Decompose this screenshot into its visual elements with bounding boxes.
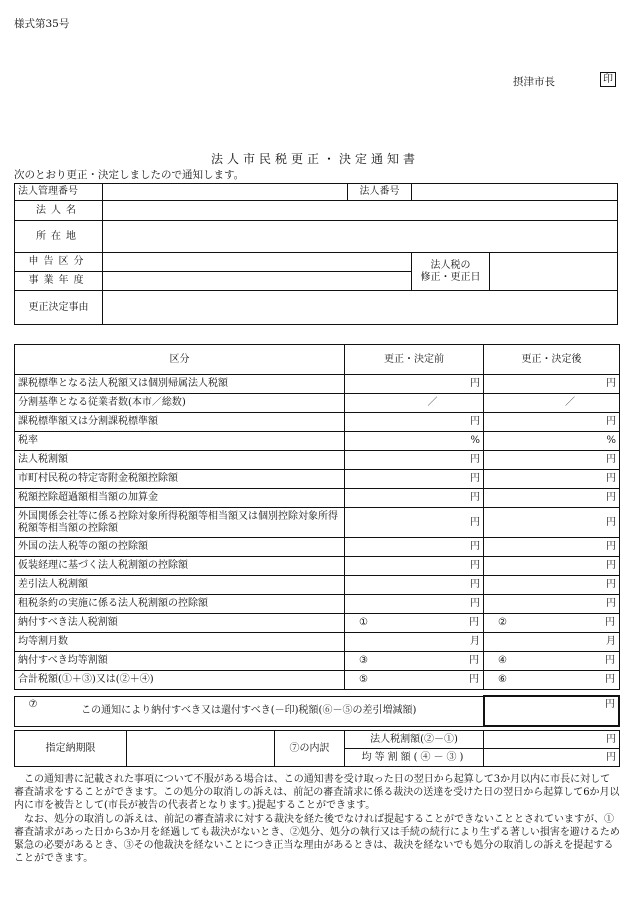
col-before-header: 更正・決定前 [345, 345, 484, 375]
row-before-mark: ⑤ [359, 674, 368, 685]
row-label: 納付すべき均等割額 [15, 652, 345, 671]
note-paragraph-2: なお、処分の取消しの訴えは、前記の審査請求に対する裁決を経た後でなければ提起することができないこととされていますが、①審査請求があった日から3か月を経過しても裁決がないとき、②処分、処分の執行又は手続の続行により生ずる著しい損害を避けるため緊急の必要があるとき、③その他裁決を経ないことにつき正当な理由があるときは、裁決を経ないでも処分の取消しの訴えを提起することができます。 [14, 813, 620, 865]
table-row [15, 489, 620, 508]
filing-type-label: 申告区分 [15, 253, 103, 272]
row-after-cell: 円 [484, 470, 620, 489]
row-before-cell [345, 652, 484, 671]
row-before-cell [345, 671, 484, 690]
row-after-cell: 円 [484, 538, 620, 557]
table-row [15, 614, 620, 633]
notes-section [14, 773, 620, 865]
row-label: 租税条約の実施に係る法人税割額の控除額 [15, 595, 345, 614]
deadline-value [127, 731, 275, 767]
notice-label: この通知により納付すべき又は還付すべき(－印)税額(⑥－⑤の差引増減額) [15, 696, 484, 726]
breakdown-item-1: 法人税割額(②－①) [345, 731, 484, 749]
row-label: 差引法人税割額 [15, 576, 345, 595]
breakdown-unit-2: 円 [484, 749, 620, 767]
deadline-table [14, 730, 620, 767]
row-label: 課税標準となる法人税額又は個別帰属法人税額 [15, 375, 345, 394]
row-before-unit: 円 [469, 655, 479, 666]
correction-date-value [490, 253, 618, 291]
row-before-cell [345, 614, 484, 633]
row-after-cell [484, 614, 620, 633]
row-before-cell: 円 [345, 470, 484, 489]
row-label: 税率 [15, 432, 345, 451]
table-row [15, 576, 620, 595]
row-after-cell: 月 [484, 633, 620, 652]
tax-calculation-table [14, 344, 620, 690]
row-before-cell: 円 [345, 508, 484, 538]
row-label: 外国関係会社等に係る控除対象所得税額等相当額又は個別控除対象所得税額等相当額の控除額 [15, 508, 345, 538]
mgmt-no-value [103, 184, 348, 201]
row-before-cell: 円 [345, 576, 484, 595]
row-after-mark: ② [498, 617, 507, 628]
table-row [15, 375, 620, 394]
table-row [15, 633, 620, 652]
row-before-unit: 円 [469, 674, 479, 685]
table-row [15, 508, 620, 538]
row-after-cell: ／ [484, 394, 620, 413]
corporate-info-table [14, 183, 618, 325]
row-after-cell: 円 [484, 489, 620, 508]
row-before-cell: 円 [345, 413, 484, 432]
mayor-label: 摂津市長 [513, 76, 555, 88]
corp-name-label: 法人名 [15, 201, 103, 221]
table-row [15, 671, 620, 690]
corp-no-label: 法人番号 [348, 184, 412, 201]
seal-stamp: 印 [600, 72, 616, 87]
row-before-cell: 円 [345, 375, 484, 394]
row-label: 分割基準となる従業者数(本市／総数) [15, 394, 345, 413]
row-label: 仮装経理に基づく法人税割額の控除額 [15, 557, 345, 576]
table-row [15, 413, 620, 432]
address-value [103, 221, 618, 253]
col-after-header: 更正・決定後 [484, 345, 620, 375]
row-before-cell: % [345, 432, 484, 451]
row-after-unit: 円 [605, 674, 615, 685]
table-row [15, 538, 620, 557]
row-after-cell: 円 [484, 595, 620, 614]
row-after-cell: % [484, 432, 620, 451]
row-after-cell: 円 [484, 508, 620, 538]
deadline-label: 指定納期限 [15, 731, 127, 767]
row-before-cell: 円 [345, 538, 484, 557]
fiscal-year-value [103, 272, 412, 291]
table-row [15, 652, 620, 671]
table-row [15, 557, 620, 576]
row-before-cell: 月 [345, 633, 484, 652]
table-row [15, 394, 620, 413]
row-before-mark: ① [359, 617, 368, 628]
correction-date-line2: 修正・更正日 [420, 271, 481, 283]
row-label: 均等割月数 [15, 633, 345, 652]
correction-date-label [412, 253, 490, 291]
table-row [15, 432, 620, 451]
table-row [15, 595, 620, 614]
note-paragraph-1: この通知書に記載された事項について不服がある場合は、この通知書を受け取った日の翌日から起算して3か月以内に市長に対して審査請求をすることができます。この処分の取消しの訴えは、前記の審査請求に係る裁決の送達を受けた日の翌日から起算して6か月以内に市を被告として(市長が被告の代表者となります。)提起することができます。 [14, 774, 620, 812]
col-category-header: 区分 [15, 345, 345, 375]
intro-text: 次のとおり更正・決定しましたので通知します。 [14, 169, 245, 181]
table-row [15, 470, 620, 489]
row-label: 税額控除超過額相当額の加算金 [15, 489, 345, 508]
row-after-cell [484, 652, 620, 671]
corp-no-value [412, 184, 618, 201]
reason-label: 更正決定事由 [15, 291, 103, 325]
fiscal-year-label: 事業年度 [15, 272, 103, 291]
row-before-cell: ／ [345, 394, 484, 413]
form-number: 様式第35号 [14, 18, 70, 30]
row-after-cell [484, 671, 620, 690]
row-label: 法人税割額 [15, 451, 345, 470]
row-before-cell: 円 [345, 557, 484, 576]
table-row [15, 451, 620, 470]
reason-value [103, 291, 618, 325]
address-label: 所在地 [15, 221, 103, 253]
row-after-unit: 円 [605, 617, 615, 628]
breakdown-unit-1: 円 [484, 731, 620, 749]
row-after-mark: ⑥ [498, 674, 507, 685]
row-after-mark: ④ [498, 655, 507, 666]
row-after-unit: 円 [605, 655, 615, 666]
notice-mark: ⑦ [28, 699, 38, 710]
filing-type-value [103, 253, 412, 272]
row-before-unit: 円 [469, 617, 479, 628]
row-label: 外国の法人税等の額の控除額 [15, 538, 345, 557]
notice-unit: 円 [605, 699, 615, 710]
row-label: 合計税額(①＋③)又は(②＋④) [15, 671, 345, 690]
corp-name-value [103, 201, 618, 221]
row-label: 納付すべき法人税割額 [15, 614, 345, 633]
row-after-cell: 円 [484, 576, 620, 595]
row-before-mark: ③ [359, 655, 368, 666]
row-label: 課税標準額又は分割課税標準額 [15, 413, 345, 432]
breakdown-label: ⑦の内訳 [275, 731, 345, 767]
row-label: 市町村民税の特定寄附金税額控除額 [15, 470, 345, 489]
row-after-cell: 円 [484, 557, 620, 576]
row-before-cell: 円 [345, 489, 484, 508]
row-before-cell: 円 [345, 595, 484, 614]
breakdown-item-2: 均等割額(④－③) [345, 749, 484, 767]
row-after-cell: 円 [484, 413, 620, 432]
row-after-cell: 円 [484, 451, 620, 470]
row-before-cell: 円 [345, 451, 484, 470]
document-title: 法人市民税更正・決定通知書 [210, 152, 419, 166]
mgmt-no-label: 法人管理番号 [15, 184, 103, 201]
correction-date-line1: 法人税の [430, 259, 471, 271]
notice-table [14, 695, 620, 727]
row-after-cell: 円 [484, 375, 620, 394]
